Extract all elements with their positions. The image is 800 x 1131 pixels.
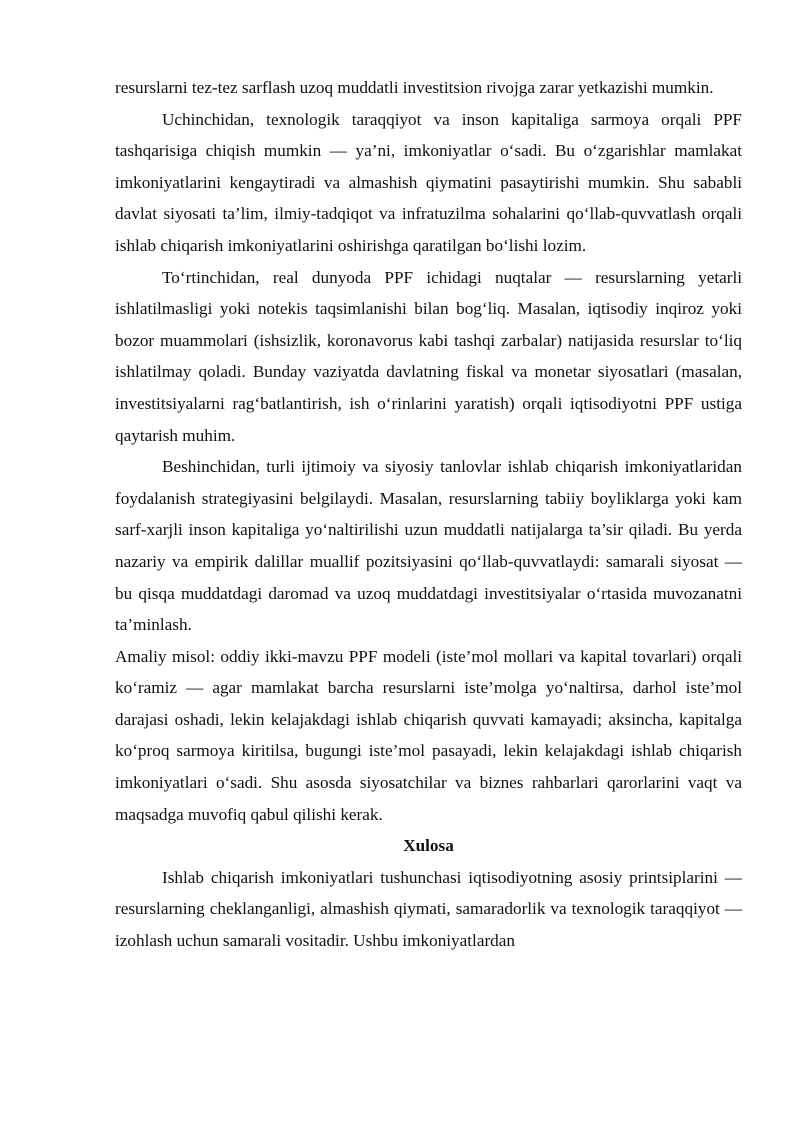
document-body: [115, 72, 742, 957]
paragraph-amaliy-misol: Amaliy misol: oddiy ikki-mavzu PPF modeli (iste’mol mollari va kapital tovarlari) orqali ko‘ramiz — agar mamlakat barcha resurslarni iste’molga yo‘naltirsa, darhol iste’mol darajasi oshadi, lekin kelajakdagi ishlab chiqarish quvvati kamayadi; aksincha, kapitalga ko‘proq sarmoya kiritilsa, bugungi iste’mol pasayadi, lekin kelajakdagi ishlab chiqarish imkoniyatlari o‘sadi. Shu asosda siyosatchilar va biznes rahbarlari qarorlarini vaqt va maqsadga muvofiq qabul qilishi kerak.: [115, 646, 742, 824]
section-heading: Xulosa: [403, 836, 454, 856]
paragraph-beshinchidan: Beshinchidan, turli ijtimoiy va siyosiy tanlovlar ishlab chiqarish imkoniyatlaridan foydalanish strategiyasini belgilaydi. Masalan, resurslarning tabiiy boyliklarga yoki kam sarf-xarjli inson kapitaliga yo‘naltirilishi uzun muddatli natijalarga ta’sir qiladi. Bu yerda nazariy va empirik dalillar muallif pozitsiyasini qo‘llab-quvvatlaydi: samarali siyosat — bu qisqa muddatdagi daromad va uzoq muddatdagi investitsiyalar o‘rtasida muvozanatni ta’minlash.: [115, 457, 742, 635]
paragraph-conclusion: Ishlab chiqarish imkoniyatlari tushunchasi iqtisodiyotning asosiy printsiplarini — resurslarning cheklanganligi, almashish qiymati, samaradorlik va texnologik taraqqiyot — izohlash uchun samarali vositadir. Ushbu imkoniyatlardan: [115, 867, 742, 951]
paragraph-continuation: resurslarni tez-tez sarflash uzoq muddatli investitsion rivojga zarar yetkazishi mumkin.: [115, 78, 714, 97]
paragraph-uchinchidan: Uchinchidan, texnologik taraqqiyot va inson kapitaliga sarmoya orqali PPF tashqarisiga chiqish mumkin — ya’ni, imkoniyatlar o‘sadi. Bu o‘zgarishlar mamlakat imkoniyatlarini kengaytiradi va almashish qiymatini pasaytirishi mumkin. Shu sababli davlat siyosati ta’lim, ilmiy-tadqiqot va infratuzilma sohalarini qo‘llab-quvvatlash orqali ishlab chiqarish imkoniyatlarini oshirishga qaratilgan bo‘lishi lozim.: [115, 109, 742, 255]
paragraph-tortinchidan: To‘rtinchidan, real dunyoda PPF ichidagi nuqtalar — resurslarning yetarli ishlatilmasligi yoki notekis taqsimlanishi bilan bog‘liq. Masalan, iqtisodiy inqiroz yoki bozor muammolari (ishsizlik, koronavorus kabi tashqi zarbalar) natijasida resurslar to‘liq ishlatilmay qoladi. Bunday vaziyatda davlatning fiskal va monetar siyosatlari (masalan, investitsiyalarni rag‘batlantirish, ish o‘rinlarini yaratish) orqali iqtisodiyotni PPF ustiga qaytarish muhim.: [115, 267, 742, 445]
